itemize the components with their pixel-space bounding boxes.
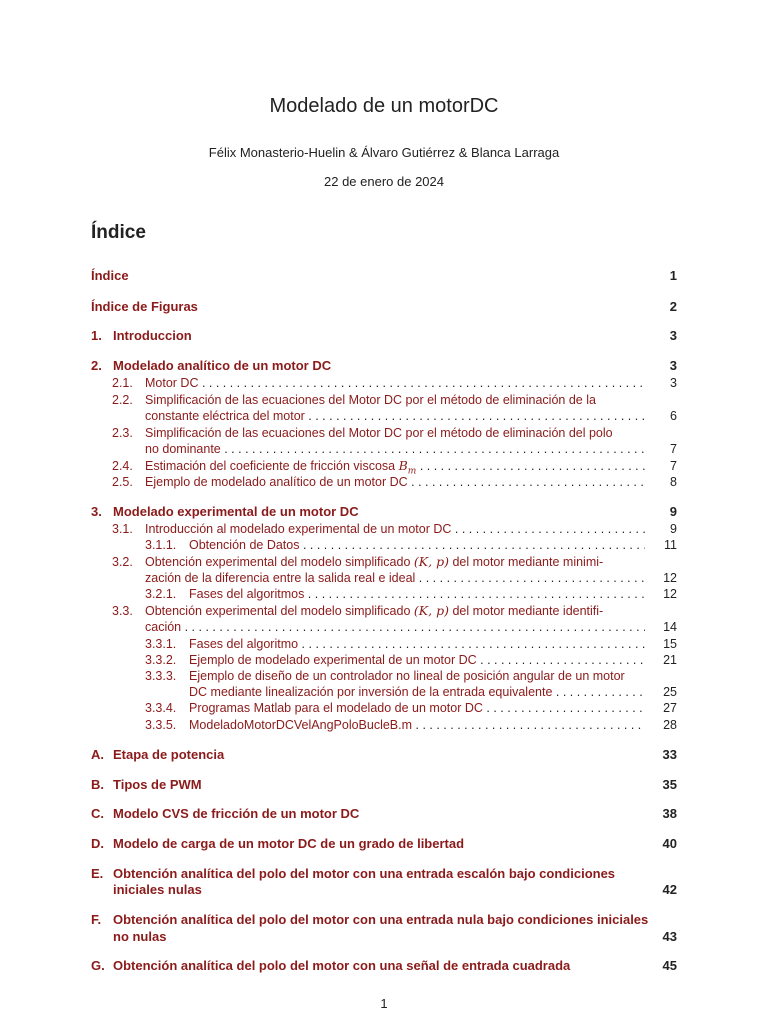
toc-entry-page: 11: [664, 538, 677, 552]
toc-entry-label: Modelo de carga de un motor DC de un grado de libertad: [113, 836, 465, 851]
toc-entry-indice[interactable]: [91, 268, 677, 284]
toc-entry-number: 3.2.: [112, 555, 133, 569]
toc-entry-G[interactable]: [91, 958, 677, 974]
toc-entry-label: Simplificación de las ecuaciones del Motor DC por el método de eliminación de la: [145, 393, 596, 407]
toc-entry-3-3-2[interactable]: [91, 652, 677, 668]
toc-entry-label: Ejemplo de modelado analítico de un motor DC . . .: [145, 474, 645, 490]
toc-entry-number: 2.: [91, 358, 102, 373]
toc-entry-label: Programas Matlab para el modelado de un motor DC . . .: [189, 700, 645, 716]
toc-entry-3-2-1[interactable]: [91, 586, 677, 602]
toc-entry-2-2-cont[interactable]: [91, 408, 677, 424]
toc-entry-number: 2.1.: [112, 376, 133, 390]
toc-entry-label: Estimación del coeficiente de fricción viscosa: [145, 459, 396, 473]
toc-entry-page: 12: [663, 571, 677, 585]
toc-entry-label-tail: del motor mediante minimi-: [452, 555, 604, 569]
toc-entry-label-tail: del motor mediante identifi-: [452, 604, 604, 618]
toc-entry-number: 2.5.: [112, 475, 133, 489]
math-symbol: (K, p): [413, 554, 449, 569]
toc-entry-3-3[interactable]: [91, 603, 677, 619]
toc-entry-number: 3.3.5.: [145, 718, 177, 732]
toc-entry-number: B.: [91, 777, 104, 792]
toc-entry-label: ModeladoMotorDCVelAngPoloBucleB.m . . .: [189, 717, 645, 733]
toc-entry-label: Fases del algoritmo . . .: [189, 636, 645, 652]
toc-entry-3-3-1[interactable]: [91, 636, 677, 652]
toc-entry-3[interactable]: [91, 504, 677, 520]
toc-entry-page: 33: [662, 747, 677, 762]
toc-entry-number: 3.3.: [112, 604, 133, 618]
toc-entry-number: 3.2.1.: [145, 587, 177, 601]
toc-entry-2-1[interactable]: [91, 375, 677, 391]
toc-entry-1[interactable]: [91, 328, 677, 344]
toc-entry-label: Modelado analítico de un motor DC: [113, 358, 332, 373]
toc-entry-number: 2.2.: [112, 393, 133, 407]
toc-entry-number: 3.: [91, 504, 102, 519]
toc-entry-label-cont: DC mediante linealización por inversión de la entrada equivalente . . .: [189, 684, 645, 700]
toc-entry-label-wrap: [145, 554, 677, 570]
toc-entry-page: 15: [663, 637, 677, 651]
toc-entry-label: Simplificación de las ecuaciones del Motor DC por el método de eliminación del polo: [145, 426, 613, 440]
toc-entry-2-3-cont[interactable]: [91, 441, 677, 457]
toc-entry-page: 43: [662, 929, 677, 944]
math-symbol: $B_m$: [398, 458, 417, 477]
toc-entry-E[interactable]: [91, 866, 677, 882]
toc-entry-3-3-4[interactable]: [91, 700, 677, 716]
toc-entry-F[interactable]: [91, 912, 677, 928]
toc-entry-number: 3.3.1.: [145, 637, 177, 651]
toc-entry-label: Modelo CVS de fricción de un motor DC: [113, 806, 360, 821]
toc-entry-page: 8: [670, 475, 677, 489]
document-date: 22 de enero de 2024: [324, 174, 444, 189]
toc-entry-page: 42: [662, 882, 677, 897]
toc-entry-F-cont[interactable]: [91, 929, 677, 945]
toc-entry-label-cont: constante eléctrica del motor . . .: [145, 408, 645, 424]
toc-entry-page: 25: [663, 685, 677, 699]
toc-entry-3-3-3[interactable]: [91, 668, 677, 684]
toc-entry-page: 3: [669, 358, 677, 373]
toc-entry-3-2[interactable]: [91, 554, 677, 570]
toc-entry-label: Modelado experimental de un motor DC: [113, 504, 359, 519]
toc-entry-number: 2.3.: [112, 426, 133, 440]
toc-entry-label: Etapa de potencia: [113, 747, 225, 762]
toc-entry-page: 3: [669, 328, 677, 343]
toc-entry-label: Fases del algoritmos . . .: [189, 586, 645, 602]
toc-entry-number: G.: [91, 958, 105, 973]
toc-entry-number: D.: [91, 836, 104, 851]
toc-entry-3-3-3-cont[interactable]: [91, 684, 677, 700]
toc-entry-label-cont: no dominante . . .: [145, 441, 645, 457]
toc-entry-C[interactable]: [91, 806, 677, 822]
toc-entry-label: Ejemplo de modelado experimental de un motor DC . . .: [189, 652, 645, 668]
page-number: 1: [380, 996, 388, 1011]
toc-entry-label: Obtención analítica del polo del motor con una entrada escalón bajo condiciones: [113, 866, 616, 881]
toc-entry-3-1[interactable]: [91, 521, 677, 537]
toc-entry-label: Obtención analítica del polo del motor con una entrada nula bajo condiciones iniciales: [113, 912, 649, 927]
toc-entry-page: 45: [662, 958, 677, 973]
toc-entry-number: 3.3.2.: [145, 653, 177, 667]
toc-entry-page: 27: [663, 701, 677, 715]
toc-entry-page: 12: [663, 587, 677, 601]
toc-entry-2[interactable]: [91, 358, 677, 374]
toc-entry-label: Ejemplo de diseño de un controlador no lineal de posición angular de un motor: [189, 669, 625, 683]
toc-entry-label: Obtención analítica del polo del motor con una señal de entrada cuadrada: [113, 958, 571, 973]
toc-entry-label: Introduccion: [113, 328, 192, 343]
toc-entry-page: 40: [662, 836, 677, 851]
toc-entry-label-cont: no nulas: [113, 929, 167, 944]
toc-entry-page: 3: [670, 376, 677, 390]
math-symbol: (K, p): [413, 603, 449, 618]
toc-entry-page: 9: [669, 504, 677, 519]
toc-entry-D[interactable]: [91, 836, 677, 852]
toc-entry-page: 2: [669, 299, 677, 314]
toc-entry-A[interactable]: [91, 747, 677, 763]
toc-entry-page: 38: [662, 806, 677, 821]
toc-entry-number: 3.1.: [112, 522, 133, 536]
toc-entry-B[interactable]: [91, 777, 677, 793]
toc-entry-2-2[interactable]: [91, 392, 677, 408]
toc-entry-page: 14: [663, 620, 677, 634]
toc-entry-page: 1: [669, 268, 677, 283]
toc-entry-label: Obtención experimental del modelo simplificado: [145, 555, 411, 569]
toc-entry-page: 28: [663, 718, 677, 732]
toc-entry-3-2-cont[interactable]: [91, 570, 677, 586]
toc-entry-number: 2.4.: [112, 459, 133, 473]
toc-entry-number: C.: [91, 806, 104, 821]
toc-entry-label: Introducción al modelado experimental de un motor DC . . .: [145, 521, 645, 537]
toc-entry-label: Índice de Figuras: [91, 299, 198, 314]
toc-heading: Índice: [91, 222, 146, 243]
toc-entry-label-cont: zación de la diferencia entre la salida real e ideal . . .: [145, 570, 645, 586]
toc-entry-number: F.: [91, 912, 102, 927]
toc-entry-number: E.: [91, 866, 104, 881]
toc-entry-3-3-5[interactable]: [91, 717, 677, 733]
toc-entry-3-3-cont[interactable]: [91, 619, 677, 635]
toc-entry-label-cont: cación . . .: [145, 619, 645, 635]
toc-entry-page: 7: [670, 442, 677, 456]
toc-entry-page: 21: [663, 653, 677, 667]
toc-entry-label: Índice: [91, 268, 129, 283]
toc-entry-number: 3.3.3.: [145, 669, 177, 683]
toc-entry-E-cont[interactable]: [91, 882, 677, 898]
toc-entry-label-wrap: [145, 603, 677, 619]
document-authors: Félix Monasterio-Huelin & Álvaro Gutiérrez & Blanca Larraga: [208, 145, 560, 160]
toc-entry-3-1-1[interactable]: [91, 537, 677, 553]
toc-entry-label: Motor DC . . .: [145, 375, 645, 391]
toc-entry-page: 35: [662, 777, 677, 792]
document-title: Modelado de un motorDC: [269, 95, 499, 117]
toc-entry-number: 3.1.1.: [145, 538, 177, 552]
toc-entry-page: 6: [670, 409, 677, 423]
toc-entry-label: Obtención experimental del modelo simplificado: [145, 604, 411, 618]
toc-entry-number: 3.3.4.: [145, 701, 177, 715]
toc-entry-2-3[interactable]: [91, 425, 677, 441]
toc-entry-label: Tipos de PWM: [113, 777, 202, 792]
toc-entry-number: 1.: [91, 328, 102, 343]
toc-entry-page: 9: [670, 522, 677, 536]
toc-entry-label-cont: iniciales nulas: [113, 882, 202, 897]
toc-entry-2-5[interactable]: [91, 474, 677, 490]
toc-entry-label: Obtención de Datos . . .: [189, 537, 645, 553]
toc-entry-number: A.: [91, 747, 104, 762]
toc-entry-page: 7: [670, 459, 677, 473]
toc-entry-indice-figuras[interactable]: [91, 299, 677, 315]
